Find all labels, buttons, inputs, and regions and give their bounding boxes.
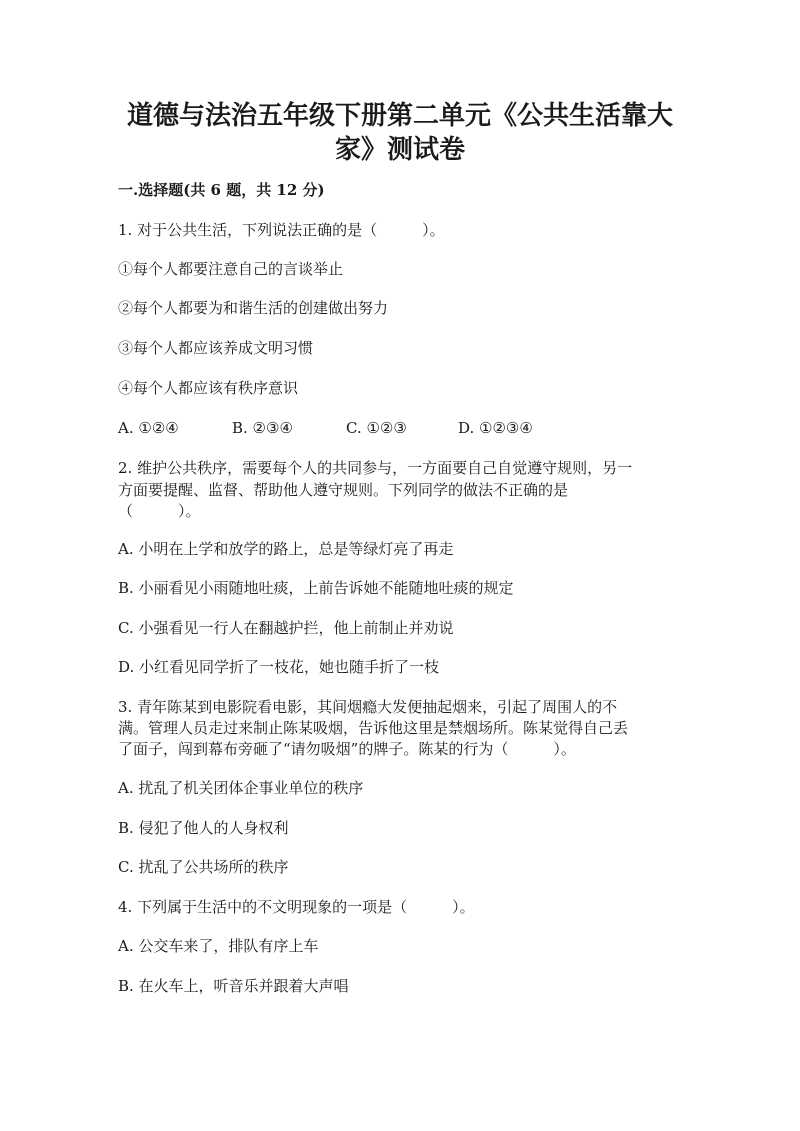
q1-item-1: ①每个人都要注意自己的言谈举止: [118, 260, 344, 278]
document-title-line1: 道德与法治五年级下册第二单元《公共生活靠大: [126, 101, 673, 131]
section-heading: 一.选择题(共 6 题，共 12 分): [118, 181, 325, 199]
q1-option-c: C. ①②③: [346, 419, 407, 437]
q2-option-c: C. 小强看见一行人在翻越护拦，他上前制止并劝说: [118, 619, 454, 637]
q1-options-row: [118, 418, 678, 438]
document-title-line2: 家》测试卷: [334, 135, 465, 165]
q4-option-a: A. 公交车来了，排队有序上车: [118, 937, 319, 955]
question-2-stem-line1: 2. 维护公共秩序，需要每个人的共同参与，一方面要自己自觉遵守规则，另一: [118, 459, 633, 477]
q1-item-4: ④每个人都应该有秩序意识: [118, 379, 299, 397]
question-2-stem-line3: （ ）。: [118, 502, 201, 520]
q3-option-b: B. 侵犯了他人的人身权利: [118, 819, 289, 837]
q1-option-a: A. ①②④: [118, 419, 179, 437]
q1-option-d: D. ①②③④: [458, 419, 533, 437]
question-1-stem: 1. 对于公共生活，下列说法正确的是（ ）。: [118, 221, 445, 239]
q4-option-b: B. 在火车上，听音乐并跟着大声唱: [118, 977, 349, 995]
question-2-stem-line2: 方面要提醒、监督、帮助他人遵守规则。下列同学的做法不正确的是: [118, 481, 569, 499]
question-3-stem-line1: 3. 青年陈某到电影院看电影，其间烟瘾大发便抽起烟来，引起了周围人的不: [118, 698, 618, 716]
question-3-stem-line3: 了面子，闯到幕布旁砸了“请勿吸烟”的牌子。陈某的行为（ ）。: [118, 740, 576, 758]
q1-option-b: B. ②③④: [232, 419, 293, 437]
q2-option-b: B. 小丽看见小雨随地吐痰，上前告诉她不能随地吐痰的规定: [118, 579, 514, 597]
q1-item-3: ③每个人都应该养成文明习惯: [118, 339, 314, 357]
q2-option-d: D. 小红看见同学折了一枝花，她也随手折了一枝: [118, 658, 440, 676]
q3-option-a: A. 扰乱了机关团体企事业单位的秩序: [118, 779, 364, 797]
q1-item-2: ②每个人都要为和谐生活的创建做出努力: [118, 299, 389, 317]
question-4-stem: 4. 下列属于生活中的不文明现象的一项是（ ）。: [118, 898, 475, 916]
q2-option-a: A. 小明在上学和放学的路上，总是等绿灯亮了再走: [118, 540, 454, 558]
q3-option-c: C. 扰乱了公共场所的秩序: [118, 858, 289, 876]
question-3-stem-line2: 满。管理人员走过来制止陈某吸烟，告诉他这里是禁烟场所。陈某觉得自己丢: [118, 719, 629, 737]
